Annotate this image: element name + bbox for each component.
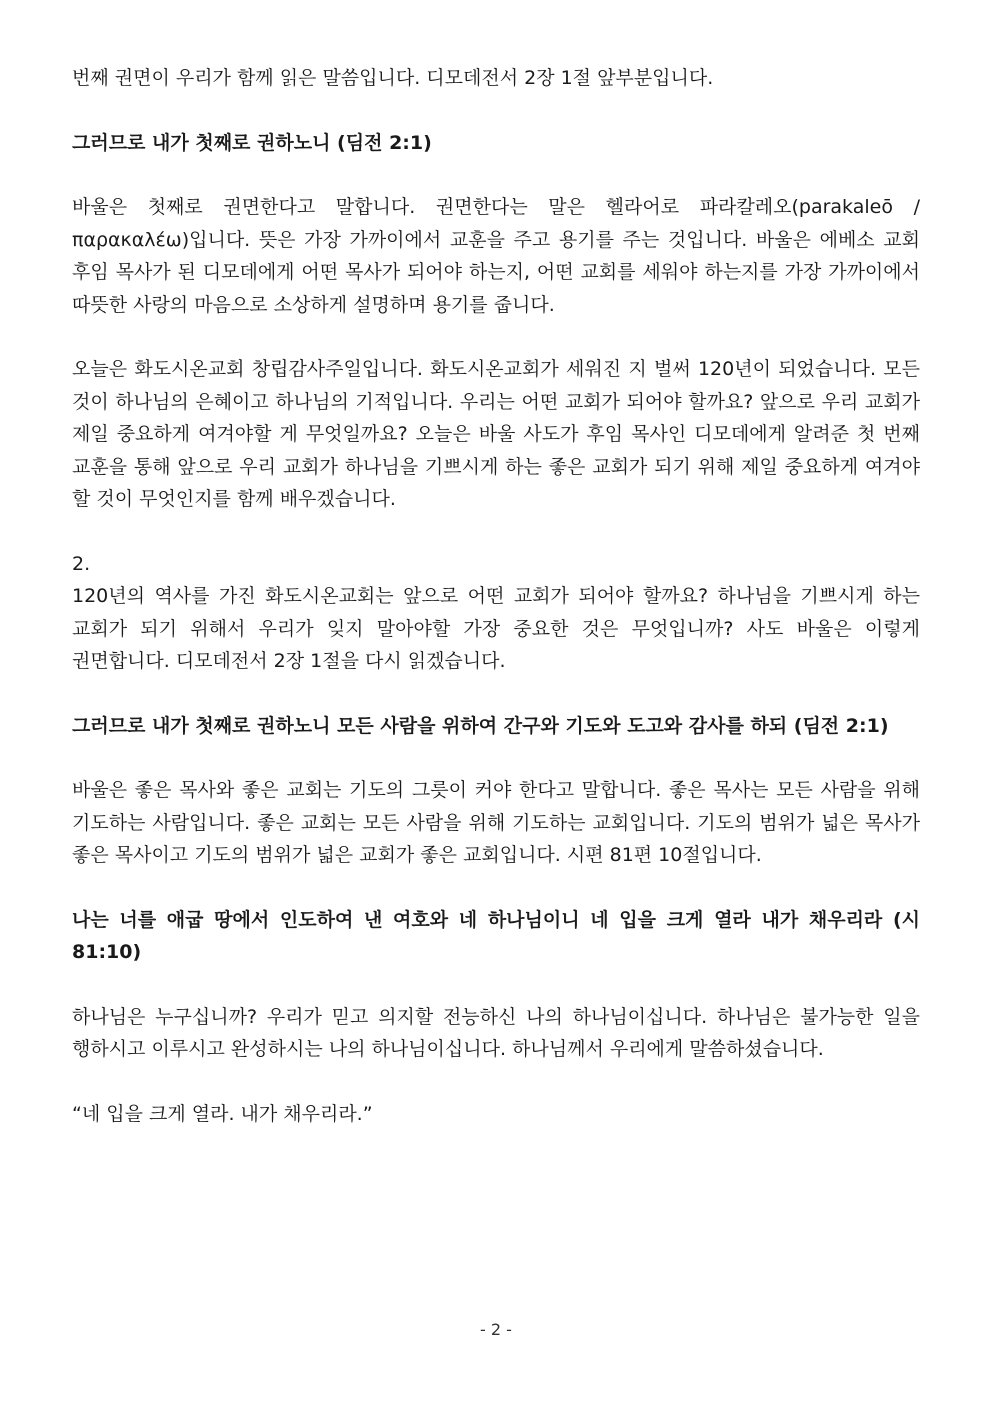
page-number: - 2 - — [480, 1320, 512, 1339]
paragraph-almighty-god: 하나님은 누구십니까? 우리가 믿고 의지할 전능하신 나의 하나님이십니다. 하나님은 불가능한 일을 행하시고 이루시고 완성하시는 나의 하나님이십니다. 하나님께서 우리에게 말씀하셨습니다. — [72, 1005, 920, 1060]
scripture-heading-3: 나는 너를 애굽 땅에서 인도하여 낸 여호와 네 하나님이니 네 입을 크게 열라 내가 채우리라 (시 81:10) — [72, 908, 920, 963]
section-number: 2. — [72, 552, 91, 575]
scripture-heading-2: 그러므로 내가 첫째로 권하노니 모든 사람을 위하여 간구와 기도와 도고와 감사를 하되 (딤전 2:1) — [72, 714, 889, 737]
scripture-heading-1: 그러므로 내가 첫째로 권하노니 (딤전 2:1) — [72, 131, 432, 154]
document-body — [72, 62, 920, 1130]
paragraph-parakaleo: 바울은 첫째로 권면한다고 말합니다. 권면한다는 말은 헬라어로 파라칼레오(parakaleō / παρακαλέω)입니다. 뜻은 가장 가까이에서 교훈을 주고 용기를 주는 것입니다. 바울은 에베소 교회 후임 목사가 된 디모데에게 어떤 목사가 되어야 하는지, 어떤 교회를 세워야 하는지를 가장 가까이에서 따뜻한 사랑의 마음으로 소상하게 설명하며 용기를 줍니다. — [72, 196, 920, 316]
paragraph-anniversary: 오늘은 화도시온교회 창립감사주일입니다. 화도시온교회가 세워진 지 벌써 120년이 되었습니다. 모든 것이 하나님의 은혜이고 하나님의 기적입니다. 우리는 어떤 교회가 되어야 할까요? 앞으로 우리 교회가 제일 중요하게 여겨야할 게 무엇일까요? 오늘은 바울 사도가 후임 목사인 디모데에게 알려준 첫 번째 교훈을 통해 앞으로 우리 교회가 하나님을 기쁘시게 하는 좋은 교회가 되기 위해 제일 중요하게 여겨야 할 것이 무엇인지를 함께 배우겠습니다. — [72, 358, 920, 510]
paragraph-prayer: 바울은 좋은 목사와 좋은 교회는 기도의 그릇이 커야 한다고 말합니다. 좋은 목사는 모든 사람을 위해 기도하는 사람입니다. 좋은 교회는 모든 사람을 위해 기도하는 교회입니다. 기도의 범위가 넓은 목사가 좋은 목사이고 기도의 범위가 넓은 교회가 좋은 교회입니다. 시편 81편 10절입니다. — [72, 779, 920, 866]
paragraph-quote: “네 입을 크게 열라. 내가 채우리라.” — [72, 1102, 373, 1125]
paragraph-120-years: 120년의 역사를 가진 화도시온교회는 앞으로 어떤 교회가 되어야 할까요? 하나님을 기쁘시게 하는 교회가 되기 위해서 우리가 잊지 말아야할 가장 중요한 것은 무엇입니까? 사도 바울은 이렇게 권면합니다. 디모데전서 2장 1절을 다시 읽겠습니다. — [72, 585, 920, 672]
paragraph-intro: 번째 권면이 우리가 함께 읽은 말씀입니다. 디모데전서 2장 1절 앞부분입니다. — [72, 67, 714, 89]
